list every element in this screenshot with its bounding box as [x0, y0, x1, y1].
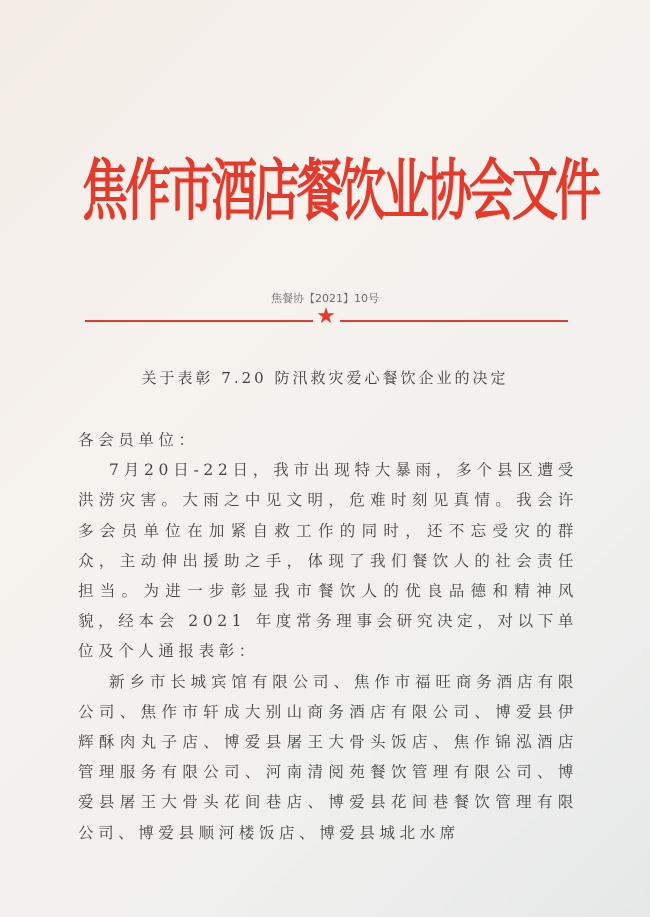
divider-line-right	[340, 320, 568, 322]
divider-line-left	[85, 320, 313, 322]
paragraph-background: 7月20日-22日，我市出现特大暴雨，多个县区遭受洪涝灾害。大雨之中见文明，危难时刻见真情。我会许多会员单位在加紧自救工作的同时，还不忘受灾的群众，主动伸出援助之手，体现了我们餐饮人的社会责任担当。为进一步彰显我市餐饮人的优良品德和精神风貌，经本会 2021 年度常务理事会研究决定，对以下单位及个人通报表彰：	[78, 461, 578, 661]
paragraph-honoree-list: 新乡市长城宾馆有限公司、焦作市福旺商务酒店有限公司、焦作市轩成大别山商务酒店有限公司、博爱县伊辉酥肉丸子店、博爱县屠王大骨头饭店、焦作锦泓酒店管理服务有限公司、河南清阅苑餐饮管理有限公司、博爱县屠王大骨头花间巷店、博爱县花间巷餐饮管理有限公司、博爱县顺河楼饭店、博爱县城北水席	[78, 672, 578, 842]
salutation: 各会员单位：	[78, 431, 199, 449]
masthead-title: 焦作市酒店餐饮业协会文件	[82, 151, 598, 230]
document-body	[78, 425, 578, 848]
document-number: 焦餐协【2021】10号	[271, 292, 379, 305]
document-subject: 关于表彰 7.20 防汛救灾爱心餐饮企业的决定	[141, 369, 509, 387]
star-icon: ★	[316, 304, 336, 329]
